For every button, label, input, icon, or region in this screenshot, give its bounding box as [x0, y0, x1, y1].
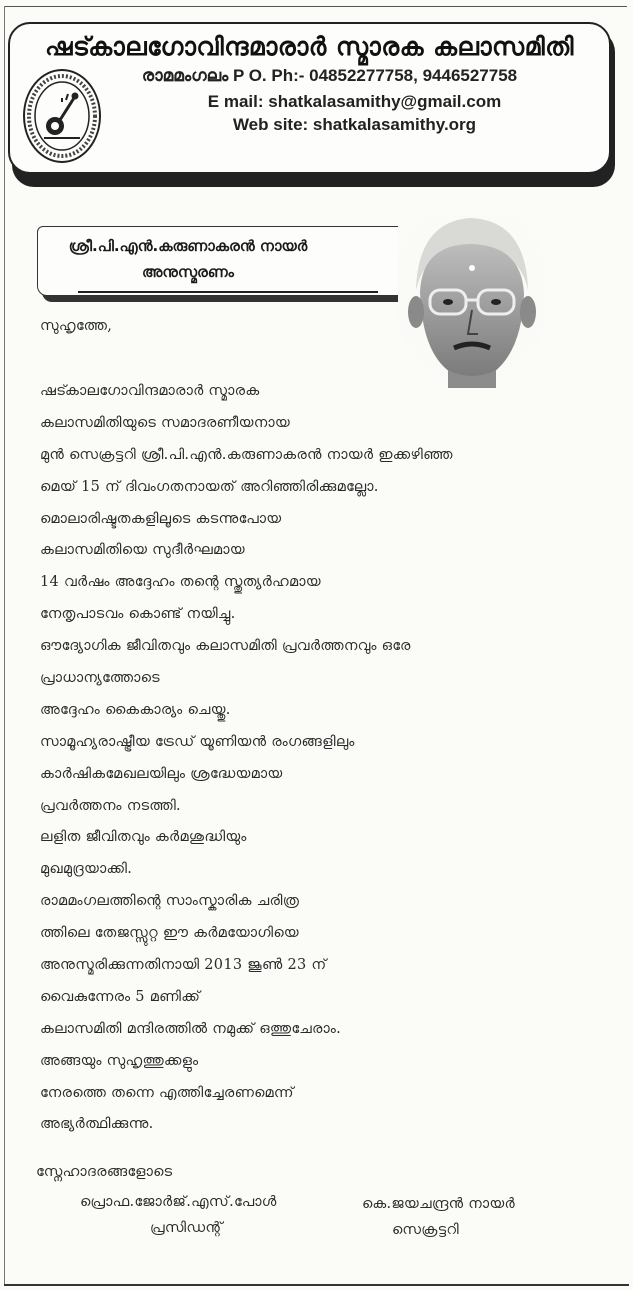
website-text: Web site: shatkalasamithy.org [232, 115, 477, 134]
letter-line: അങ്ങയും സുഹൃത്തുക്കളും [40, 1052, 199, 1069]
letter-line: പ്രാധാന്യത്തോടെ [40, 670, 160, 687]
letter-line: കലാസമിതിയുടെ സമാദരണീയനായ [40, 414, 290, 431]
address-phone: രാമമംഗലം P O. Ph:- 04852277758, 9446527758 [141, 66, 518, 85]
letter-line: വൈകുന്നേരം 5 മണിക്ക് [40, 988, 201, 1005]
letter-line: മുഖമുദ്രയാക്കി. [40, 861, 133, 878]
letter-line: നേരത്തെ തന്നെ എത്തിച്ചേരണമെന്ന് [40, 1084, 294, 1101]
letter-line: ത്തിലെ തേജസ്സുറ്റ ഈ കർമയോഗിയെ [40, 925, 299, 942]
letter-line: 14 വർഷം അദ്ദേഹം തന്റെ സ്തുത്യർഹമായ [40, 574, 321, 591]
letter-line: മെയ് 15 ന് ദിവംഗതനായത് അറിഞ്ഞിരിക്കുമല്ലോ. [40, 478, 379, 495]
letter-line: അദ്ദേഹം കൈകാര്യം ചെയ്തു. [40, 701, 231, 718]
page-border-left [4, 6, 5, 1286]
letter-line: ലളിത ജീവിതവും കർമശുദ്ധിയും [40, 829, 247, 846]
memorial-name: ശ്രീ.പി.എൻ.കരുണാകരൻ നായർ [68, 237, 308, 255]
letter-line: കലാസമിതി മന്ദിരത്തിൽ നമുക്ക് ഒത്തുചേരാം. [40, 1020, 341, 1037]
memorial-portrait-photo [398, 210, 544, 388]
signatory-secretary-role: സെക്രട്ടറി [392, 1222, 459, 1238]
letter-line: മൊലാരിഷ്ടതകളിലൂടെ കടന്നുപോയ [40, 510, 282, 527]
signatory-president-role: പ്രസിഡന്റ് [150, 1220, 223, 1236]
letter-line: സാമൂഹ്യരാഷ്ട്രീയ ട്രേഡ് യൂണിയൻ രംഗങ്ങളിലും [40, 733, 355, 750]
letter-line: നേതൃപാടവം കൊണ്ട് നയിച്ചു. [40, 606, 236, 623]
letter-line: രാമമംഗലത്തിന്റെ സാംസ്കാരിക ചരിത്ര [40, 893, 300, 910]
letter-line: ഔദ്യോഗിക ജീവിതവും കലാസമിതി പ്രവർത്തനവും ഒരേ [40, 638, 411, 655]
closing: സ്നേഹാദരങ്ങളോടെ [36, 1164, 173, 1180]
memorial-title-box [37, 226, 409, 296]
signatory-president-name: പ്രൊഫ.ജോർജ്.എസ്.പോൾ [80, 1194, 277, 1210]
letter-line: അഭ്യർത്ഥിക്കുന്നു. [40, 1116, 154, 1133]
title-underline [78, 291, 378, 293]
page-border-top [4, 6, 627, 7]
letter-line: കലാസമിതിയെ സുദീർഘമായ [40, 542, 245, 559]
letter-line: മുൻ സെക്രട്ടറി ശ്രീ.പി.എൻ.കരുണാകരൻ നായർ ഇക്കഴിഞ്ഞ [40, 446, 453, 463]
org-name: ഷട്കാലഗോവിന്ദമാരാർ സ്മാരക കലാസമിതി [45, 32, 574, 61]
letter-body [40, 376, 600, 1141]
letter-line: അനുസ്മരിക്കുന്നതിനായി 2013 ജൂൺ 23 ന് [40, 957, 327, 974]
page-border-bottom [4, 1284, 629, 1286]
salutation: സുഹൃത്തേ, [40, 318, 113, 334]
letter-line: പ്രവർത്തനം നടത്തി. [40, 797, 181, 814]
memorial-subtitle: അനുസ്മരണം [142, 263, 234, 281]
letter-line: ഷട്കാലഗോവിന്ദമാരാർ സ്മാരക [40, 383, 260, 399]
signatory-secretary-name: കെ.ജയചന്ദ്രൻ നായർ [362, 1196, 515, 1212]
letter-line: കാർഷികമേഖലയിലും ശ്രദ്ധേയമായ [40, 765, 283, 782]
kalasamithi-seal-icon [22, 68, 102, 164]
email-text: E mail: shatkalasamithy@gmail.com [207, 92, 502, 111]
